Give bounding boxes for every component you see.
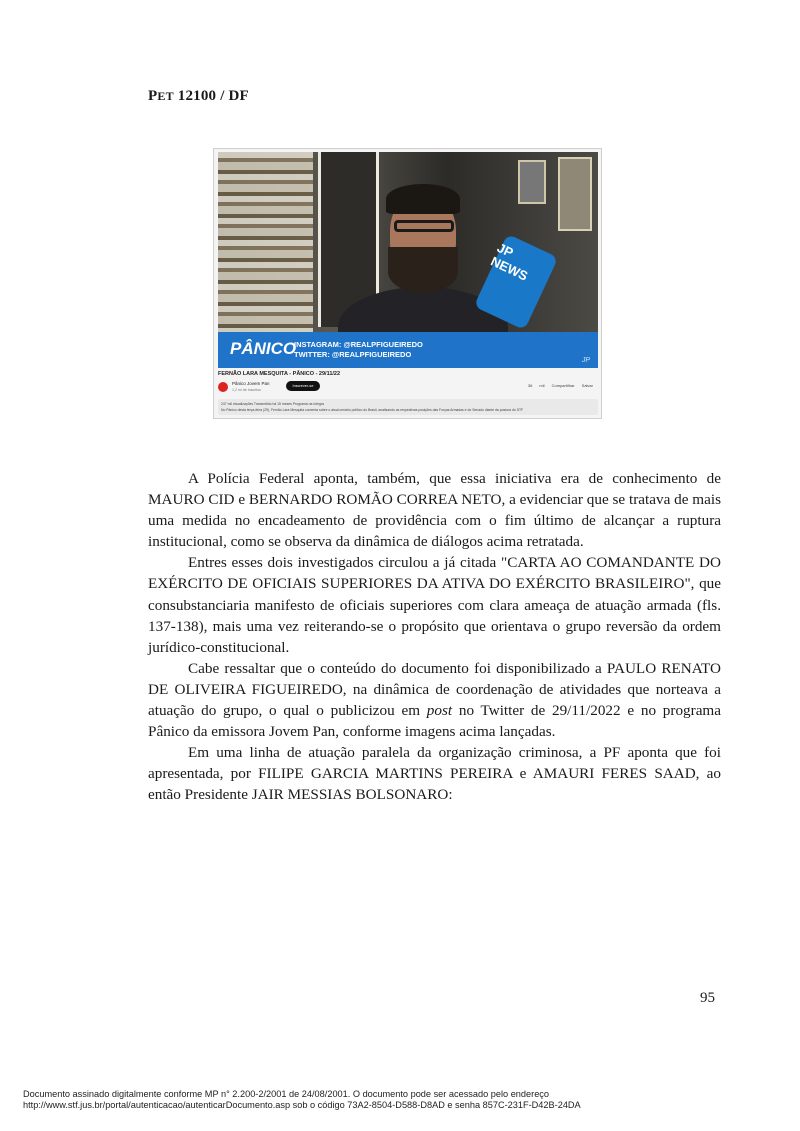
page-number: 95 <box>700 990 715 1006</box>
lower-third-banner <box>218 332 598 368</box>
video-frame <box>218 152 598 368</box>
wall-frame <box>558 157 592 231</box>
paragraph-3 <box>148 658 721 742</box>
channel-name: Pânico Jovem Pan <box>232 381 270 386</box>
panico-logo: PÂNICO <box>230 339 297 358</box>
header-small-caps: ET <box>157 89 174 103</box>
paragraph-4: Em uma linha de atuação paralela da organização criminosa, a PF aponta que foi apresentada, por FILIPE GARCIA MARTINS PEREIRA e AMAURI FERES SAAD, ao então Presidente JAIR MESSIAS BOLSONARO: <box>148 744 721 804</box>
video-description-line: No Pânico desta terça-feira (29), Fernão Lara Mesquita comenta sobre o atual cenário político do Brasil, analisando as respectivas posições das Forças Armadas e do Senado diante da postura do STF <box>221 408 524 412</box>
subscribe-button: Inscrever-se <box>286 381 320 391</box>
channel-subscribers: 1,2 mi de inscritos <box>232 388 261 392</box>
paragraph-3-part: Cabe ressaltar que o conteúdo do documento foi disponibilizado a PAULO RENATO DE OLIVEIRA FIGUEIREDO, na dinâmica de coordenação de atividades que norteava a atuação do grupo, o qual o publicizou em <box>148 659 721 720</box>
paragraph-3-emphasis: post <box>426 702 453 720</box>
header-number: 12100 / DF <box>173 88 249 104</box>
body-text <box>148 468 721 806</box>
paragraph-2: Entres esses dois investigados circulou a já citada "CARTA AO COMANDANTE DO EXÉRCITO DE OFICIAIS SUPERIORES DA ATIVA DO EXÉRCITO BRASILEIRO", que consubstanciaria manifesto de oficiais superiores com clara ameaça de atuação armada (fls. 137-138), mais uma vez reiterando-se o propósito que orientava o grupo reversão da ordem jurídico-constitucional. <box>148 554 721 656</box>
video-title: FERNÃO LARA MESQUITA - PÂNICO - 29/11/22 <box>218 371 341 377</box>
signature-footer <box>23 1089 581 1111</box>
header-initial: P <box>148 88 158 104</box>
channel-avatar <box>218 382 228 392</box>
wall-frame <box>518 160 546 204</box>
footer-line-1: Documento assinado digitalmente conforme MP n° 2.200-2/2001 de 24/08/2001. O documento pode ser acessado pelo endereço <box>23 1089 550 1099</box>
page-header <box>148 88 249 105</box>
person-beard <box>388 247 458 292</box>
bookshelf <box>218 152 313 342</box>
footer-line-2: http://www.stf.jus.br/portal/autenticacao/autenticarDocumento.asp sob o código 73A2-8504-D588-D8AD e senha 857C-231F-D42B-24DA <box>23 1100 581 1111</box>
paragraph-3-part: no Twitter de 29/11/2022 e no programa Pânico da emissora Jovem Pan, conforme imagens acima lançadas. <box>148 702 721 741</box>
banner-twitter: TWITTER: @REALPFIGUEIREDO <box>294 350 412 359</box>
video-description-line: 247 mil visualizações Transmitido há 15 meses Programa na íntegra <box>221 402 324 406</box>
paragraph-1: A Polícia Federal aponta, também, que essa iniciativa era de conhecimento de MAURO CID e BERNARDO ROMÃO CORREA NETO, a evidenciar que se tratava de mais uma medida no encadeamento de providência com o fim último de alcançar a ruptura institucional, como se observa da dinâmica de diálogos acima retratada. <box>148 470 721 551</box>
banner-instagram: INSTAGRAM: @REALPFIGUEIREDO <box>294 340 423 349</box>
video-actions: 36 mil Compartilhar Salvar <box>527 383 593 388</box>
video-screenshot-figure <box>213 148 602 419</box>
glasses <box>394 220 454 232</box>
person-hair <box>386 184 460 214</box>
jp-watermark: JP <box>581 357 590 364</box>
microphone-label: JP NEWS <box>488 239 531 284</box>
